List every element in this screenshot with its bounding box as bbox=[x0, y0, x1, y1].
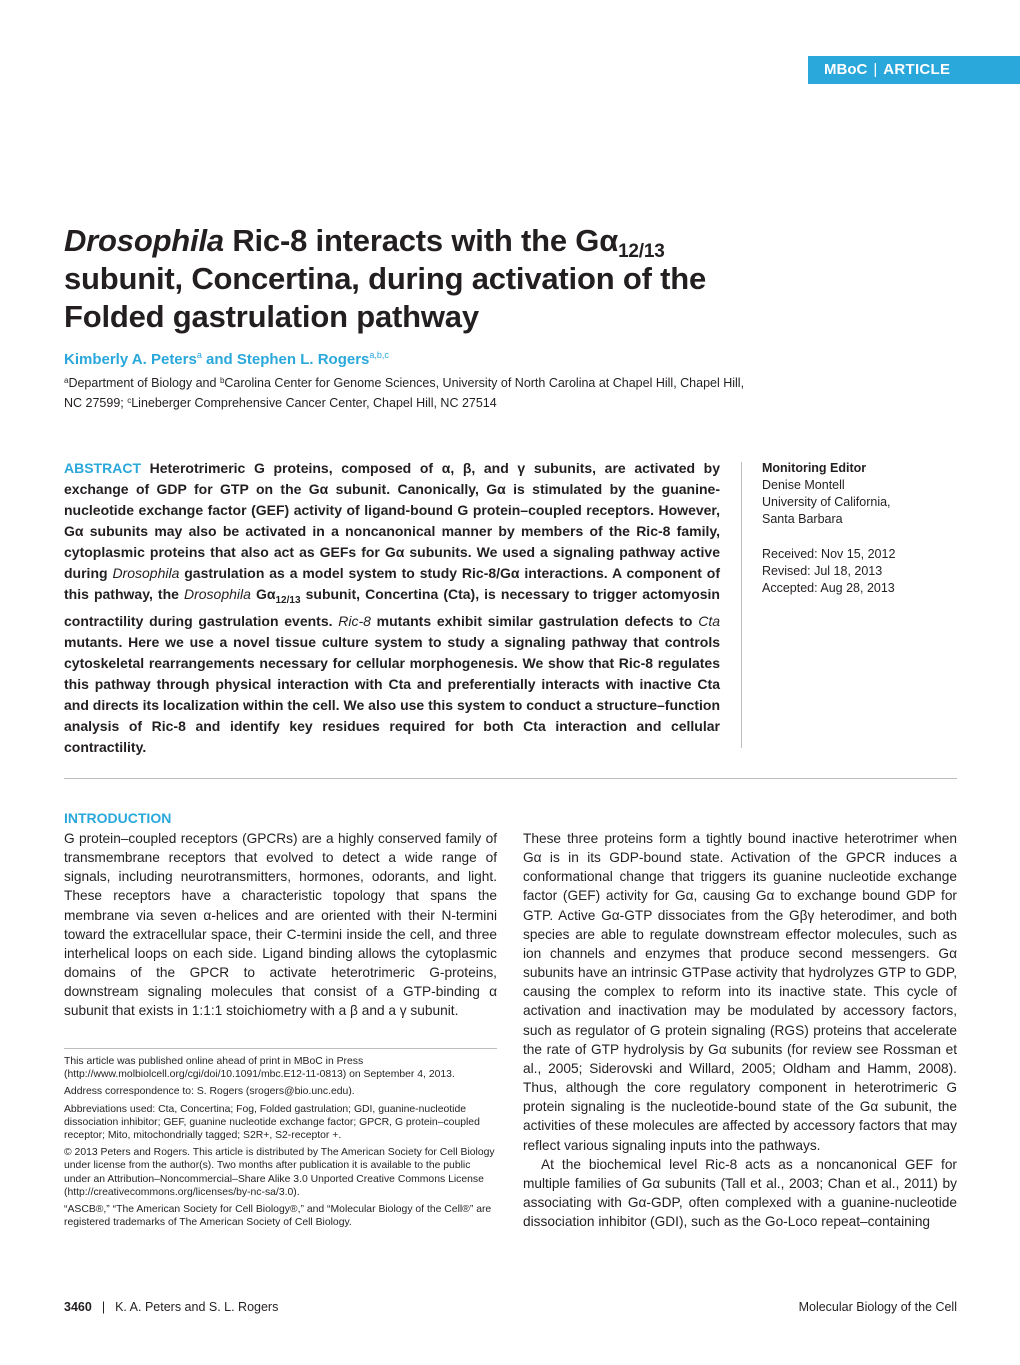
affil-text: Carolina Center for Genome Sciences, University of North Carolina at Chapel Hill, Chapel Hill, NC 27599; bbox=[64, 376, 745, 410]
abstract-divider bbox=[741, 462, 742, 748]
editor-affiliation: University of California, Santa Barbara bbox=[762, 495, 891, 526]
editor-sidebar bbox=[762, 460, 962, 597]
author-affil-marker: a,b,c bbox=[369, 350, 389, 360]
section-divider bbox=[64, 778, 957, 779]
article-title bbox=[64, 222, 764, 336]
body-paragraph: At the biochemical level Ric-8 acts as a noncanonical GEF for multiple families of Gα subunits (Tall et al., 2003; Chan et al., 2011) by associating with Gα-GDP, often complexed with a guanine-nucleotide dissociation inhibitor (GDI), such as the Go-Loco repeat–containing bbox=[523, 1156, 957, 1230]
abstract-text: subunit, Concertina (Cta), is necessary to trigger actomyosin contractility during gastrulation events. bbox=[64, 586, 720, 629]
received-date: Received: Nov 15, 2012 bbox=[762, 547, 896, 561]
article-type-banner bbox=[808, 56, 1020, 84]
footnote-divider bbox=[64, 1048, 497, 1049]
page-number: 3460 bbox=[64, 1300, 92, 1314]
affil-text: Lineberger Comprehensive Cancer Center, Chapel Hill, NC 27514 bbox=[131, 396, 497, 410]
body-paragraph: These three proteins form a tightly bound inactive heterotrimer when Gα is in its GDP-bound state. Activation of the GPCR induces a conformational change that triggers its guanine nucleotide exchange factor (GEF) activity for Gα, causing Gα to exchange bound GDP for GTP. Active Gα-GTP dissociates from the Gβγ heterodimer, and both species are able to regulate downstream effector molecules, such as ion channels and enzymes that produce second messengers. Gα subunits have an intrinsic GTPase activity that hydrolyzes GTP to GDP, causing the complex to reform into its inactive state. This cycle of activation and inactivation may be modulated by accessory factors, such as regulator of G protein signaling (RGS) proteins that accelerate the rate of GTP hydrolysis by Gα subunits (for review see Rossman et al., 2005; Siderovski and Willard, 2005; Oldham and Hamm, 2008). Thus, although the core regulatory component in heterotrimeric G protein signaling is the nucleotide-bound state of the Gα subunit, the activities of these molecules are affected by accessory factors that may reflect various signaling inputs into the pathways. bbox=[523, 831, 957, 1153]
page-footer-left bbox=[64, 1300, 278, 1314]
affil-text: Department of Biology and bbox=[68, 376, 220, 390]
title-subscript: 12/13 bbox=[618, 241, 665, 262]
author-name: Stephen L. Rogers bbox=[236, 351, 370, 368]
title-part2: Ric-8 interacts with the Gα bbox=[223, 223, 619, 258]
accepted-date: Accepted: Aug 28, 2013 bbox=[762, 581, 895, 595]
abstract-text: Gα bbox=[250, 586, 276, 602]
abstract-italic: Drosophila bbox=[183, 586, 251, 602]
author-name: Kimberly A. Peters bbox=[64, 351, 197, 368]
editor-name: Denise Montell bbox=[762, 478, 845, 492]
body-column-left bbox=[64, 829, 497, 1021]
footnote-publication: This article was published online ahead of print in MBoC in Press (http://www.molbiolcell.org/cgi/doi/10.1091/mbc.E12-11-0813) on September 4, 2013. bbox=[64, 1056, 455, 1081]
title-part3: subunit, Concertina, during activation of the Folded gastrulation pathway bbox=[64, 261, 707, 334]
affil-marker: b bbox=[219, 376, 225, 385]
abstract-italic: Drosophila bbox=[112, 565, 180, 581]
footnote-abbreviations: Abbreviations used: Cta, Concertina; Fog, Folded gastrulation; GDI, guanine-nucleotide dissociation inhibitor; GEF, guanine nucleotide exchange factor; GPCR, G protein–coupled receptor; Mito, mitochondrially tagged; S2R+, S2-receptor +. bbox=[64, 1103, 480, 1142]
banner-separator: | bbox=[873, 61, 878, 78]
journal-logo: MBoC bbox=[824, 61, 868, 78]
abstract-text: Heterotrimeric G proteins, composed of α, β, and γ subunits, are activated by exchange of GDP for GTP on the Gα subunit. Canonically, Gα is stimulated by the guanine-nucleotide exchange factor (GEF) activity of ligand-bound G protein–coupled receptors. However, Gα subunits may also be activated in a noncanonical manner by members of the Ric-8 family, cytoplasmic proteins that also act as GEFs for Gα subunits. We used a signaling pathway active during bbox=[64, 460, 720, 581]
body-paragraph: G protein–coupled receptors (GPCRs) are a highly conserved family of transmembrane receptors that evolved to detect a wide range of signals, including neurotransmitters, hormones, odorants, and light. These receptors have a characteristic topology that spans the membrane via seven α-helices and are oriented with their N-termini toward the extracellular space, their C-termini inside the cell, and three interhelical loops on each side. Ligand binding allows the cytoplasmic domains of the GPCR to activate heterotrimeric G-proteins, downstream signaling molecules that consist of a GTP-binding α subunit that exists in 1:1:1 stoichiometry with a β and a γ subunit. bbox=[64, 831, 497, 1019]
author-affil-marker: a bbox=[196, 350, 202, 360]
abstract-label: ABSTRACT bbox=[64, 460, 141, 476]
abstract-text: mutants exhibit similar gastrulation defects to bbox=[370, 612, 699, 629]
footer-authors: K. A. Peters and S. L. Rogers bbox=[115, 1300, 279, 1314]
abstract-text: gastrulation as a model system to study Ric-8/Gα interactions. A component of this pathway, the bbox=[64, 565, 721, 602]
article-type-label: ARTICLE bbox=[883, 61, 951, 78]
footnote-license: © 2013 Peters and Rogers. This article is distributed by The American Society for Cell Biology under license from the author(s). Two months after publication it is available to the public under an Attribution–Noncommercial–Share Alike 3.0 Unported Creative Commons License (http://creativecommons.org/licenses/by-nc-sa/3.0). bbox=[64, 1147, 495, 1198]
footnotes bbox=[64, 1055, 497, 1233]
abstract-subscript: 12/13 bbox=[275, 594, 301, 606]
footnote-correspondence: Address correspondence to: S. Rogers (srogers@bio.unc.edu). bbox=[64, 1086, 355, 1098]
affil-marker: c bbox=[127, 396, 132, 405]
body-column-right bbox=[523, 829, 957, 1231]
author-list bbox=[64, 350, 389, 368]
footnote-trademarks: “ASCB®,” “The American Society for Cell Biology®,” and “Molecular Biology of the Cell®” are registered trademarks of The American Society of Cell Biology. bbox=[64, 1204, 492, 1229]
affil-marker: a bbox=[64, 376, 69, 385]
author-conjunction: and bbox=[201, 351, 237, 368]
abstract-italic: Ric-8 bbox=[338, 612, 371, 629]
abstract bbox=[64, 458, 720, 758]
revised-date: Revised: Jul 18, 2013 bbox=[762, 564, 883, 578]
abstract-italic: Cta bbox=[698, 612, 720, 629]
abstract-text: mutants. Here we use a novel tissue culture system to study a signaling pathway that controls cytoskeletal rearrangements necessary for cellular morphogenesis. We show that Ric-8 regulates this pathway through physical interaction with Cta and preferentially interacts with inactive Cta and directs its localization within the cell. We also use this system to conduct a structure–function analysis of Ric-8 and identify key residues required for both Cta interaction and cellular contractility. bbox=[64, 633, 720, 755]
editor-heading: Monitoring Editor bbox=[762, 461, 867, 475]
affiliations bbox=[64, 372, 764, 412]
footer-journal-name: Molecular Biology of the Cell bbox=[798, 1300, 957, 1314]
section-heading: INTRODUCTION bbox=[64, 810, 172, 826]
title-italic-species: Drosophila bbox=[64, 223, 224, 258]
footer-separator: | bbox=[101, 1300, 106, 1314]
